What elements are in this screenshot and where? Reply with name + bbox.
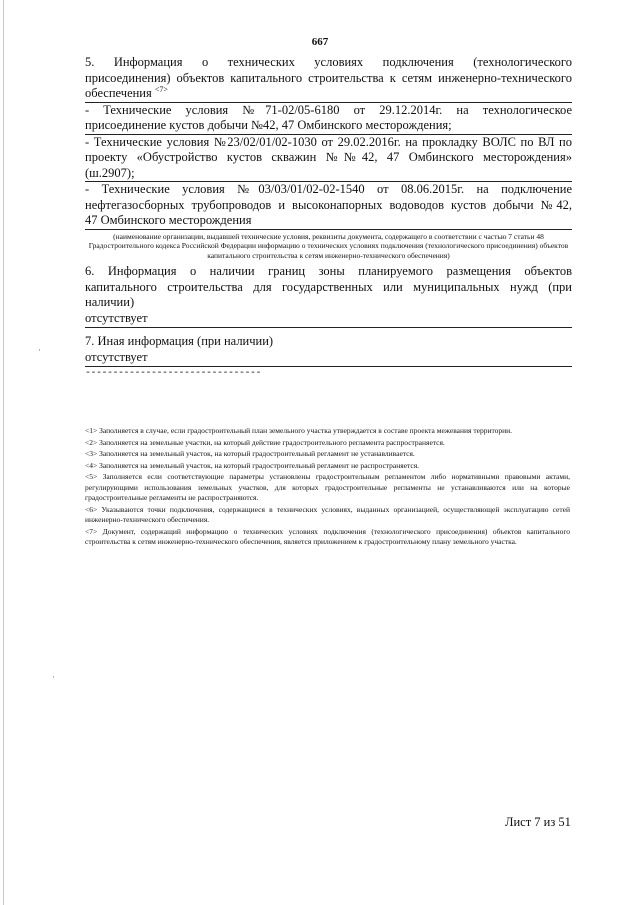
footnote-ref-7: <7> [154,84,168,94]
footnote-separator: -------------------------------- [85,368,262,379]
tech-condition-2-line-2: проекту «Обустройство кустов скважин №№42, 47 Омбинского месторождения» [85,150,572,164]
tech-condition-1-line-1: - Технические условия №71-02/05-6180 от 29.12.2014г. на технологическое [85,102,572,117]
footnote-5: <5> Заполняется если соответствующие параметры установлены градостроительным регламентом либо нормативными правовыми актами, регулирующими использования земельных участков, для которых градостроительные регламенты не устанавливаются или на которые градостроительные регламенты не распространяются. [85,472,570,502]
section-7-value: отсутствует [85,350,572,368]
tech-condition-2-line-3: (ш.2907); [85,166,572,183]
section-6-heading-line-1: 6. Информация о наличии границ зоны планируемого размещения объектов [85,264,572,278]
footnote-3: <3> Заполняется на земельный участок, на который градостроительный регламент не устанавливается. [85,449,415,458]
section-7 [85,334,572,367]
section-6-heading-line-3: наличии) [85,295,135,309]
page-edge-line [3,0,4,905]
sheet-number: Лист 7 из 51 [505,815,571,829]
section-5-caption: (наименование организации, выдавшей технические условия, реквизиты документа, содержащего в соответствии с частью 7 статьи 48 Градостроительного кодекса Российской Федерации информацию о технических условиях подключения (технологического присоединения) объектов капитального строительства к сетям инженерно-технического обеспечения) [88,231,569,260]
tech-condition-1-line-2: присоединение кустов добычи №42, 47 Омбинского месторождения; [85,118,572,135]
footnote-1: <1> Заполняется в случае, если градостроительный план земельного участка утверждается в составе проекта межевания территории. [85,426,513,435]
tech-condition-3-line-1: - Технические условия №03/03/01/02-02-1540 от 08.06.2015г. на подключение [85,182,572,196]
footnotes [85,426,570,549]
section-5-heading-line-3 [85,86,572,103]
section-6-heading-line-2: капитального строительства для государственных или муниципальных нужд (при [85,279,572,294]
section-7-heading: 7. Иная информация (при наличии) [85,334,274,348]
section-5 [85,55,572,260]
tech-condition-3-line-3: 47 Омбинского месторождения [85,213,572,230]
page-number: 667 [311,36,329,48]
scan-mark: · [38,345,41,355]
footnote-4: <4> Заполняется на земельный участок, на который градостроительный регламент не распространяется. [85,460,420,470]
section-6 [85,264,572,328]
tech-condition-2-line-1: - Технические условия №23/02/01/02-1030 от 29.02.2016г. на прокладку ВОЛС по ВЛ по [85,134,572,149]
tech-condition-3-line-2: нефтегазосборных трубопроводов и высоконапорных водоводов кустов добычи №42, [85,197,572,212]
section-5-heading-line-1: 5. Информация о технических условиях подключения (технологического [85,55,572,69]
footnote-7: <7> Документ, содержащий информацию о технических условиях подключения (технологического присоединения) объектов капитального строительства к сетям инженерно-технического обеспечения, является приложением к градостроительному плану земельного участка. [85,526,570,546]
footnote-2: <2> Заполняется на земельные участки, на который действие градостроительного регламента распространяется. [85,437,445,447]
scan-mark: · [52,672,55,682]
section-5-heading-last: обеспечения [85,86,152,100]
section-5-heading-line-2: присоединения) объектов капитального строительства к сетям инженерно-технического [85,70,572,85]
section-6-value: отсутствует [85,311,572,329]
footnote-6: <6> Указываются точки подключения, содержащиеся в технических условиях, выданных организацией, осуществляющей эксплуатацию сетей инженерно-технического обеспечения. [85,504,570,524]
